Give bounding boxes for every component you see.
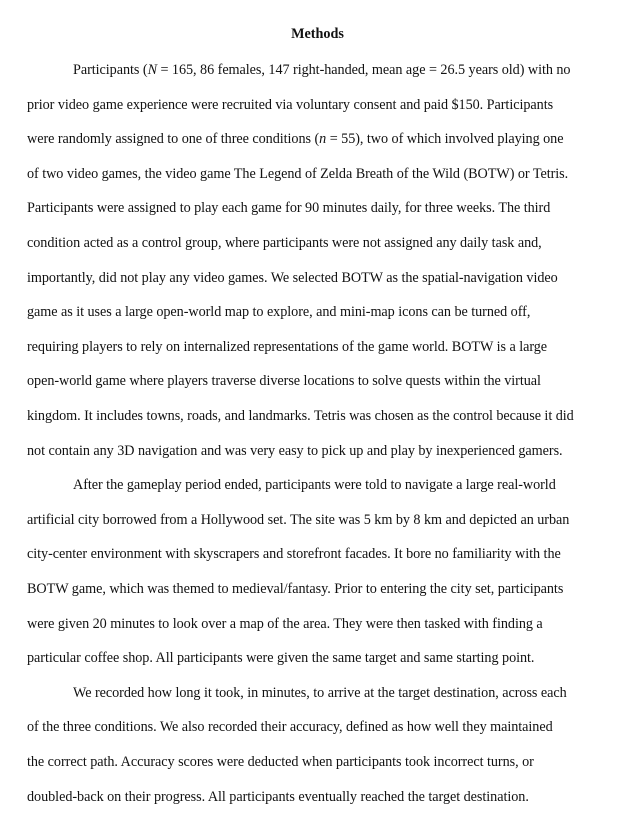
text-segment: of the three conditions. We also recorded their accuracy, defined as how well they maintained [27,719,553,736]
text-line [27,544,561,564]
text-segment: Participants were assigned to play each game for 90 minutes daily, for three weeks. The third [27,200,551,217]
text-segment: BOTW game, which was themed to medieval/fantasy. Prior to entering the city set, participants [27,581,564,597]
text-segment: requiring players to rely on internalized representations of the game world. BOTW is a large [27,338,548,355]
text-segment: Participants ( [73,62,148,78]
text-segment: open-world game where players traverse diverse locations to solve quests within the virtual [27,373,541,390]
text-segment: kingdom. It includes towns, roads, and landmarks. Tetris was chosen as the control because it did [27,408,574,424]
italic-symbol: N [147,62,157,78]
text-segment: condition acted as a control group, where participants were not assigned any daily task and, [27,235,542,251]
text-line [27,337,547,357]
text-segment: particular coffee shop. All participants were given the same target and same starting point. [27,650,535,667]
text-line [27,233,542,253]
text-segment: After the gameplay period ended, participants were told to navigate a large real-world [73,477,556,494]
text-line [27,752,534,772]
section-heading: Methods [291,26,344,42]
text-segment: = 165, 86 females, 147 right-handed, mean age = 26.5 years old) with no [156,62,571,78]
text-line [27,614,543,634]
text-line [27,371,541,391]
text-segment: game as it uses a large open-world map to explore, and mini-map icons can be turned off, [27,304,531,321]
text-segment: were given 20 minutes to look over a map of the area. They were then tasked with finding a [27,615,543,632]
text-line [73,60,570,80]
text-line [27,95,553,115]
text-line [73,475,556,495]
italic-symbol: n [319,131,327,148]
text-line [27,406,574,426]
text-line [27,198,550,218]
text-line [27,579,563,599]
text-line [73,683,567,703]
text-line [27,302,530,322]
text-segment: of two video games, the video game The Legend of Zelda Breath of the Wild (BOTW) or Tetris. [27,165,569,182]
text-segment: prior video game experience were recruited via voluntary consent and paid $150. Participants [27,96,554,113]
text-segment: were randomly assigned to one of three conditions ( [27,131,320,148]
text-segment: the correct path. Accuracy scores were deducted when participants took incorrect turns, or [27,754,534,770]
text-segment: We recorded how long it took, in minutes, to arrive at the target destination, across each [73,684,567,701]
text-line [27,648,534,668]
text-line [27,510,569,530]
text-line [27,164,568,184]
text-line [27,129,563,149]
text-segment: doubled-back on their progress. All participants eventually reached the target destination. [27,788,529,805]
text-segment: importantly, did not play any video games. We selected BOTW as the spatial-navigation video [27,269,558,286]
text-line [27,268,558,288]
text-line [27,441,563,461]
text-line [27,717,553,737]
text-segment: city-center environment with skyscrapers and storefront facades. It bore no familiarity with the [27,546,561,563]
text-segment: artificial city borrowed from a Hollywood set. The site was 5 km by 8 km and depicted an urban [27,511,570,528]
text-segment: not contain any 3D navigation and was very easy to pick up and play by inexperienced gamers. [27,442,563,459]
text-line [27,787,529,807]
text-segment: = 55), two of which involved playing one [326,131,564,148]
